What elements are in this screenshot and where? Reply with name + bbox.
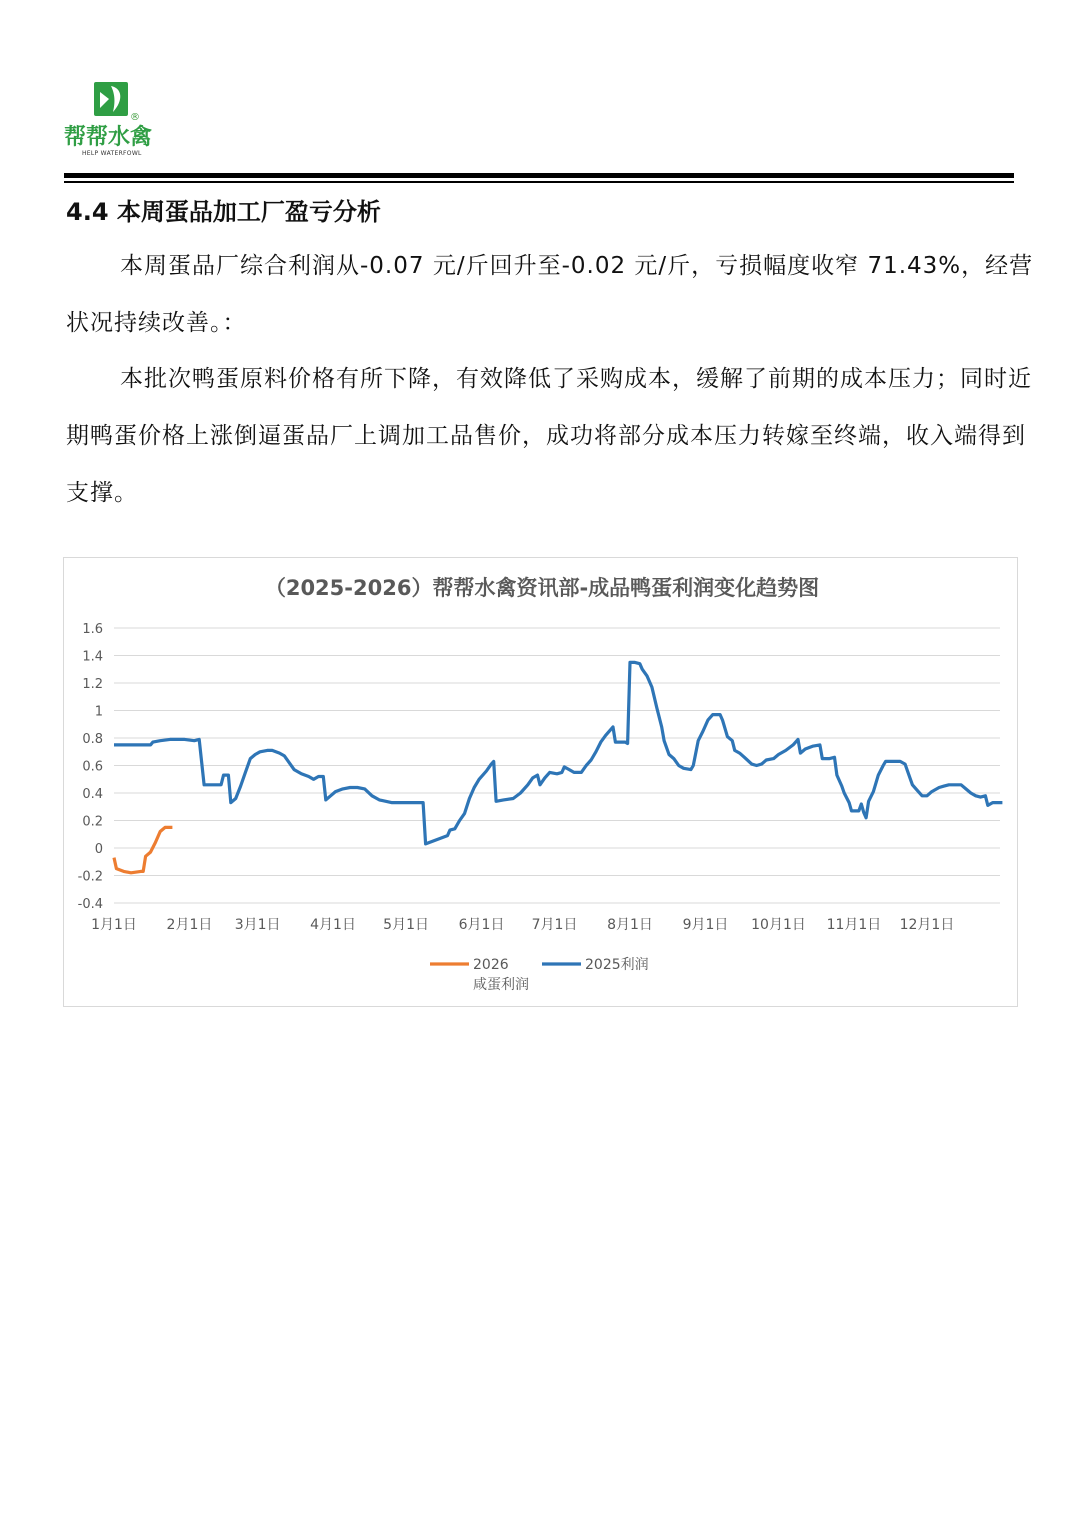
logo-name-en: HELP WATERFOWL	[82, 150, 142, 157]
registered-mark: ®	[130, 112, 140, 123]
y-tick-label: 1.6	[82, 622, 103, 637]
x-tick-label: 3月1日	[234, 917, 281, 933]
profit-trend-chart	[63, 557, 1018, 1007]
y-tick-label: 1.2	[82, 677, 103, 692]
x-tick-label: 9月1日	[682, 917, 729, 933]
y-tick-label: 1.4	[82, 649, 103, 665]
y-axis-labels	[78, 622, 103, 912]
y-tick-label: -0.4	[77, 897, 103, 912]
paragraph-1-text: 本周蛋品厂综合利润从-0.07 元/斤回升至-0.02 元/斤，亏损幅度收窄 71.43%，经营状况持续改善。：	[66, 253, 1034, 336]
legend-label-1: 2025利润	[585, 957, 649, 973]
x-tick-label: 1月1日	[91, 917, 137, 933]
legend-label-0: 2026 咸蛋利润	[473, 957, 529, 993]
x-tick-label: 5月1日	[383, 917, 430, 933]
paragraph-1	[66, 238, 1036, 352]
chart-canvas	[64, 558, 1019, 1008]
paragraph-2-text: 本批次鸭蛋原料价格有所下降，有效降低了采购成本，缓解了前期的成本压力；同时近期鸭蛋价格上涨倒逼蛋品厂上调加工品售价，成功将部分成本压力转嫁至终端，收入端得到支撑。	[66, 366, 1032, 506]
y-tick-label: 1	[94, 704, 103, 720]
section-heading: 4.4 本周蛋品加工厂盈亏分析	[66, 198, 381, 226]
y-tick-label: 0	[94, 842, 103, 857]
x-tick-label: 2月1日	[166, 917, 213, 933]
paragraph-2	[66, 351, 1036, 522]
series-lines	[114, 662, 1002, 872]
x-tick-label: 4月1日	[310, 917, 356, 933]
chart-title: （2025-2026）帮帮水禽资讯部-成品鸭蛋利润变化趋势图	[264, 576, 820, 600]
x-axis-labels	[91, 917, 954, 933]
series-line-0	[114, 827, 172, 872]
header-rule-thick	[64, 173, 1014, 178]
brand-logo	[64, 82, 174, 162]
y-tick-label: 0.4	[82, 787, 103, 802]
x-tick-label: 12月1日	[899, 917, 955, 933]
x-tick-label: 6月1日	[458, 917, 505, 933]
series-line-1	[114, 662, 1002, 844]
y-tick-label: 0.6	[82, 759, 103, 775]
y-tick-label: 0.2	[82, 814, 103, 830]
y-tick-label: 0.8	[82, 732, 103, 747]
y-tick-label: -0.2	[77, 869, 103, 885]
x-tick-label: 7月1日	[531, 917, 578, 933]
x-tick-label: 8月1日	[607, 917, 653, 933]
x-tick-label: 10月1日	[751, 917, 806, 933]
leaf-logo-icon	[94, 82, 128, 116]
header-rule-thin	[64, 181, 1014, 183]
chart-legend	[430, 956, 649, 993]
logo-name-cn: 帮帮水禽	[64, 125, 153, 150]
x-tick-label: 11月1日	[826, 917, 882, 933]
